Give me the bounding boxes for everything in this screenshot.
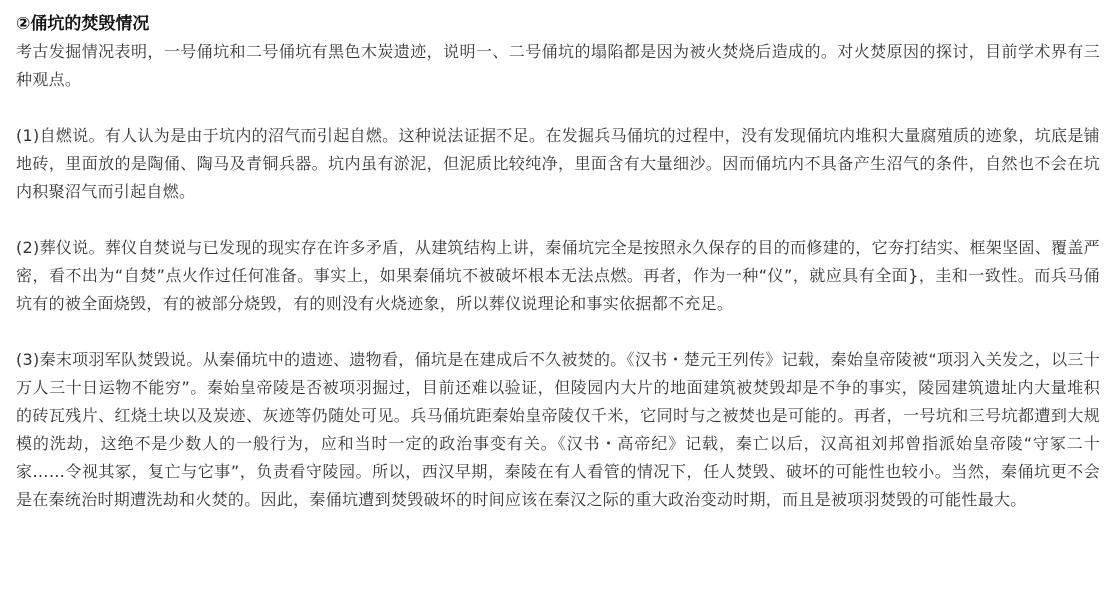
view-paragraph-xiang-yu-army: (3)秦末项羽军队焚毁说。从秦俑坑中的遗迹、遗物看，俑坑是在建成后不久被焚的。《汉书・楚元王列传》记载，秦始皇帝陵被“项羽入关发之，以三十万人三十日运物不能穷”。秦始皇帝陵是否被项羽掘过，目前还难以验证，但陵园内大片的地面建筑被焚毁却是不争的事实，陵园建筑遗址内大量堆积的砖瓦残片、红烧土块以及炭迹、灰迹等仍随处可见。兵马俑坑距秦始皇帝陵仅千米，它同时与之被焚也是可能的。再者，一号坑和三号坑都遭到大规模的洗劫，这绝不是少数人的一般行为，应和当时一定的政治事变有关。《汉书・高帝纪》记载，秦亡以后，汉高祖刘邦曾指派始皇帝陵“守冢二十家……令视其冢，复亡与它事”，负责看守陵园。所以，西汉早期，秦陵在有人看管的情况下，任人焚毁、破坏的可能性也较小。当然，秦俑坑更不会是在秦统治时期遭洗劫和火焚的。因此，秦俑坑遭到焚毁破坏的时间应该在秦汉之际的重大政治变动时期，而且是被项羽焚毁的可能性最大。 (16, 350, 1100, 509)
section-heading: ②俑坑的焚毁情况 (16, 14, 150, 34)
intro-paragraph: 考古发掘情况表明，一号俑坑和二号俑坑有黑色木炭遗迹，说明一、二号俑坑的塌陷都是因为被火焚烧后造成的。对火焚原因的探讨，目前学术界有三种观点。 (16, 42, 1100, 89)
view-paragraph-funeral-ritual: (2)葬仪说。葬仪自焚说与已发现的现实存在许多矛盾，从建筑结构上讲，秦俑坑完全是按照永久保存的目的而修建的，它夯打结实、框架坚固、覆盖严密，看不出为“自焚”点火作过任何准备。事实上，如果秦俑坑不被破坏根本无法点燃。再者，作为一种“仪”，就应具有全面}，圭和一致性。而兵马俑坑有的被全面烧毁，有的被部分烧毁，有的则没有火烧迹象，所以葬仪说理论和事实依据都不充足。 (16, 238, 1100, 313)
view-paragraph-spontaneous-combustion: (1)自燃说。有人认为是由于坑内的沼气而引起自燃。这种说法证据不足。在发掘兵马俑坑的过程中，没有发现俑坑内堆积大量腐殖质的迹象，坑底是铺地砖，里面放的是陶俑、陶马及青铜兵器。坑内虽有淤泥，但泥质比较纯净，里面含有大量细沙。因而俑坑内不具备产生沼气的条件，自然也不会在坑内积聚沼气而引起自燃。 (16, 126, 1100, 201)
